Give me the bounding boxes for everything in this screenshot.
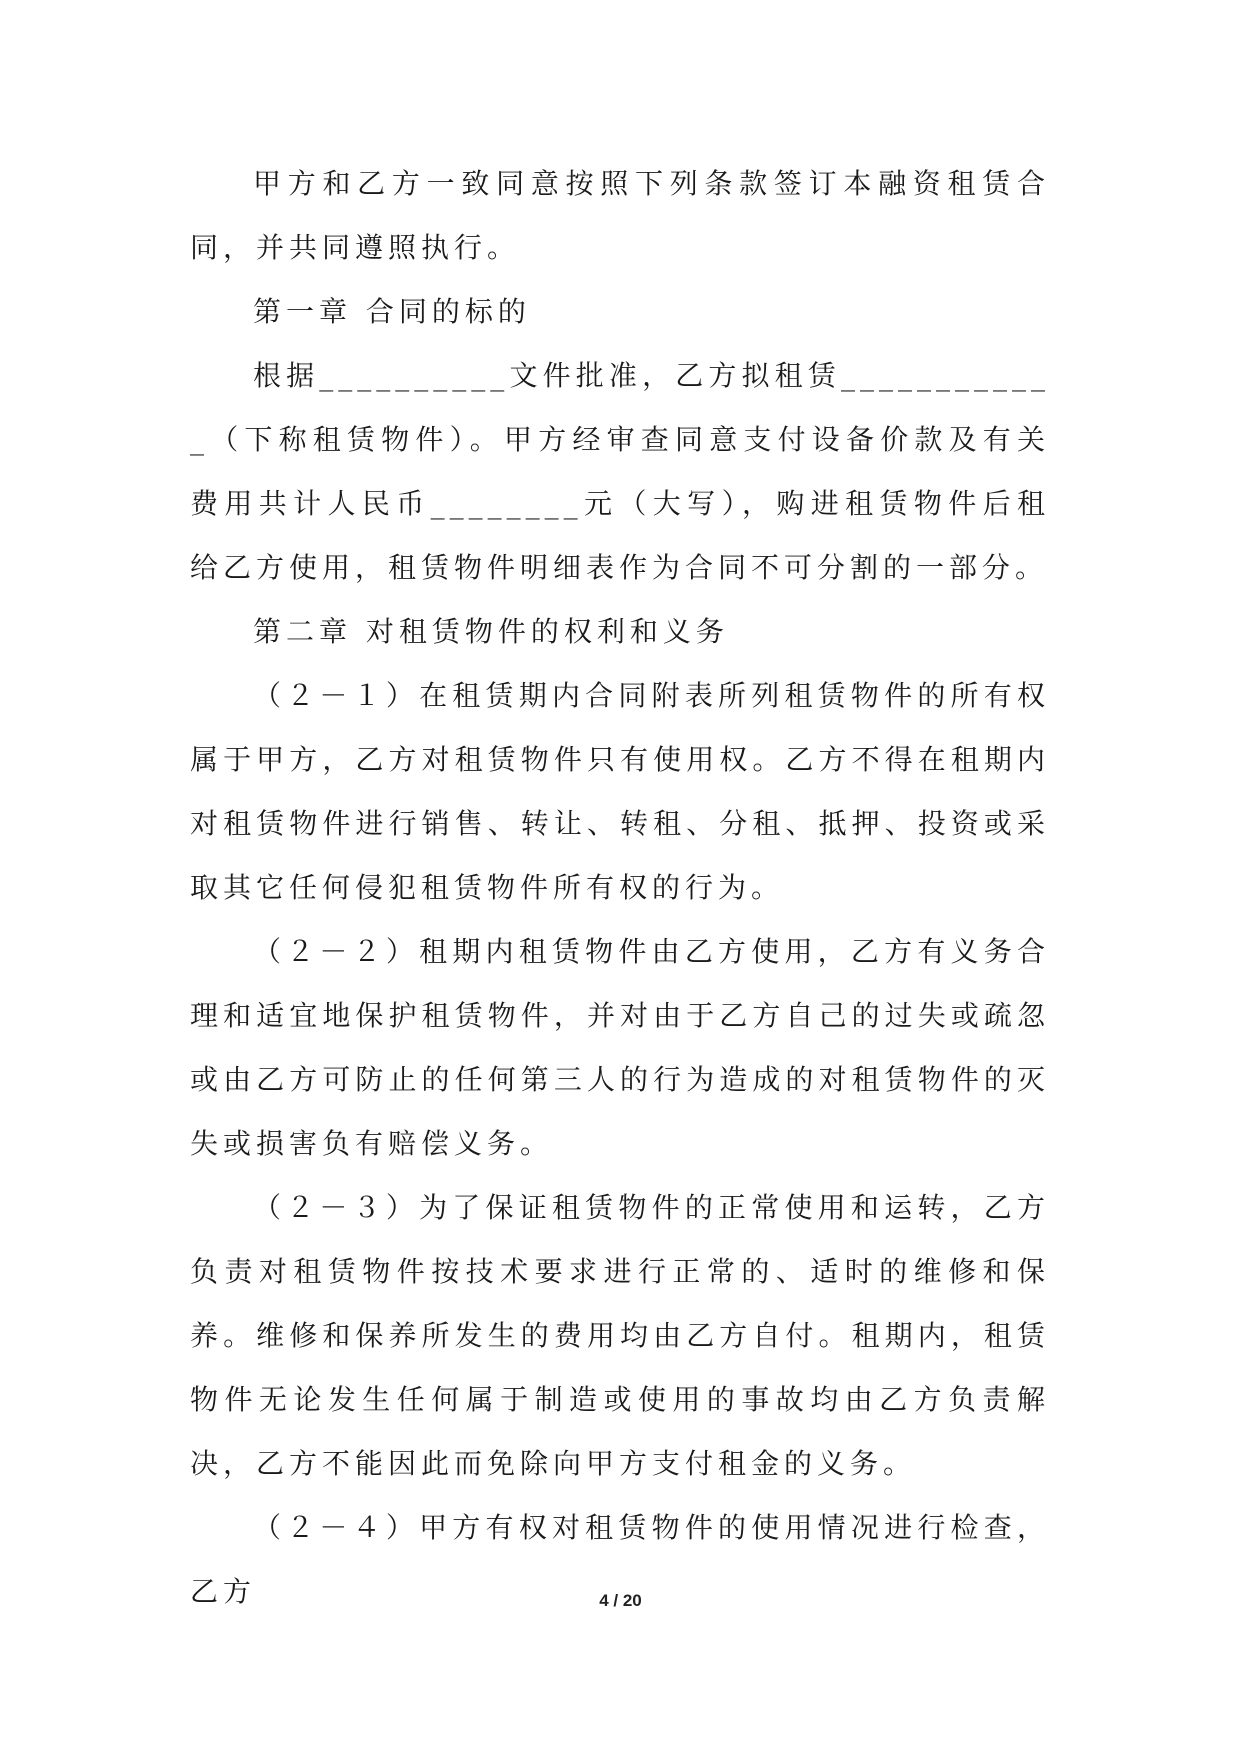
paragraph-agreement-intro: 甲方和乙方一致同意按照下列条款签订本融资租赁合同，并共同遵照执行。 bbox=[190, 167, 1050, 264]
page-number: 4 / 20 bbox=[599, 1591, 642, 1610]
chapter-heading-1: 第一章 合同的标的 bbox=[253, 295, 531, 328]
clause-2-1: （２－１）在租赁期内合同附表所列租赁物件的所有权属于甲方，乙方对租赁物件只有使用权。乙方不得在租期内对租赁物件进行销售、转让、转租、分租、抵押、投资或采取其它任何侵犯租赁物件所有权的行为。 bbox=[190, 679, 1050, 904]
chapter-heading-2: 第二章 对租赁物件的权利和义务 bbox=[253, 615, 729, 648]
document-body bbox=[190, 152, 1050, 1624]
clause-2-4: （２－４）甲方有权对租赁物件的使用情况进行检查，乙方 bbox=[190, 1511, 1050, 1608]
paragraph-contract-subject: 根据__________文件批准，乙方拟租赁____________（下称租赁物件）。甲方经审查同意支付设备价款及有关费用共计人民币________元（大写），购进租赁物件后租给乙方使用，租赁物件明细表作为合同不可分割的一部分。 bbox=[190, 359, 1050, 584]
clause-2-3: （２－３）为了保证租赁物件的正常使用和运转，乙方负责对租赁物件按技术要求进行正常的、适时的维修和保养。维修和保养所发生的费用均由乙方自付。租期内，租赁物件无论发生任何属于制造或使用的事故均由乙方负责解决，乙方不能因此而免除向甲方支付租金的义务。 bbox=[190, 1191, 1050, 1480]
clause-2-2: （２－２）租期内租赁物件由乙方使用，乙方有义务合理和适宜地保护租赁物件，并对由于乙方自己的过失或疏忽或由乙方可防止的任何第三人的行为造成的对租赁物件的灭失或损害负有赔偿义务。 bbox=[190, 935, 1050, 1160]
